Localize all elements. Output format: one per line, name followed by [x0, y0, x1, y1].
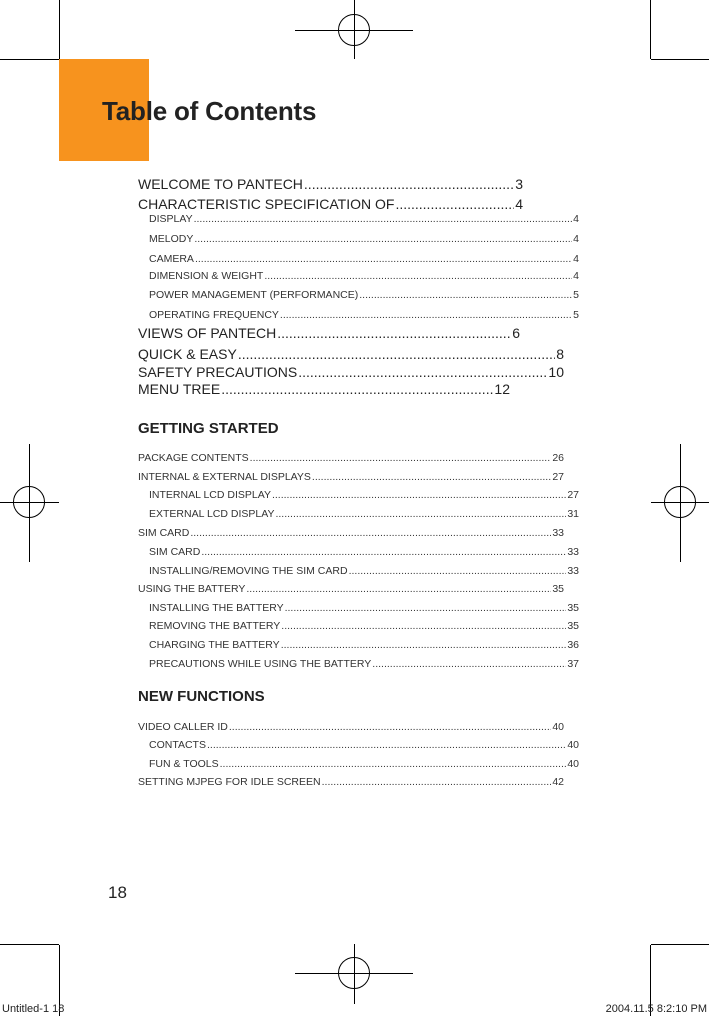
toc-entry[interactable]: MENU TREE ..... 12 — [138, 381, 510, 399]
toc-subentry[interactable]: EXTERNAL LCD DISPLAY ..... 31 — [149, 508, 579, 522]
toc-subentry[interactable]: INSTALLING/REMOVING THE SIM CARD ..... 33 — [149, 565, 579, 579]
toc-subentry[interactable]: CHARGING THE BATTERY ..... 36 — [149, 639, 579, 653]
section-heading-new-functions: NEW FUNCTIONS — [138, 688, 265, 705]
toc-entry[interactable]: PACKAGE CONTENTS ..... 26 — [138, 452, 564, 466]
toc-entry[interactable]: VIDEO CALLER ID ..... 40 — [138, 721, 564, 735]
toc-subentry[interactable]: MELODY ..... 4 — [149, 233, 579, 247]
toc-subentry[interactable]: REMOVING THE BATTERY ..... 35 — [149, 620, 579, 634]
toc-entry[interactable]: QUICK & EASY ..... 8 — [138, 346, 564, 364]
toc-subentry[interactable]: CONTACTS ..... 40 — [149, 739, 579, 753]
toc-entry[interactable]: SAFETY PRECAUTIONS ..... 10 — [138, 364, 564, 382]
toc-entry[interactable]: USING THE BATTERY ..... 35 — [138, 583, 564, 597]
toc-subentry[interactable]: OPERATING FREQUENCY ..... 5 — [149, 309, 579, 323]
toc-entry[interactable]: CHARACTERISTIC SPECIFICATION OF ..... 4 — [138, 196, 523, 214]
toc-subentry[interactable]: SIM CARD ..... 33 — [149, 546, 579, 560]
toc-subentry[interactable]: FUN & TOOLS ..... 40 — [149, 758, 579, 772]
section-heading-getting-started: GETTING STARTED — [138, 420, 279, 437]
footer-timestamp: 2004.11.5 8:2:10 PM — [605, 1003, 707, 1015]
toc-entry[interactable]: INTERNAL & EXTERNAL DISPLAYS ..... 27 — [138, 471, 564, 485]
page-number: 18 — [108, 883, 127, 902]
toc-entry[interactable]: VIEWS OF PANTECH ..... 6 — [138, 325, 520, 343]
toc-entry[interactable]: SIM CARD ..... 33 — [138, 527, 564, 541]
toc-subentry[interactable]: POWER MANAGEMENT (PERFORMANCE) ..... 5 — [149, 289, 579, 303]
toc-subentry[interactable]: INSTALLING THE BATTERY ..... 35 — [149, 602, 579, 616]
toc-entry[interactable]: WELCOME TO PANTECH ..... 3 — [138, 176, 523, 194]
toc-subentry[interactable]: DISPLAY ..... 4 — [149, 213, 579, 227]
toc-subentry[interactable]: PRECAUTIONS WHILE USING THE BATTERY ..... 37 — [149, 658, 579, 672]
toc-subentry[interactable]: DIMENSION & WEIGHT ..... 4 — [149, 270, 579, 284]
footer-file-label: Untitled-1 18 — [2, 1003, 65, 1015]
toc-subentry[interactable]: CAMERA ..... 4 — [149, 253, 579, 267]
toc-subentry[interactable]: INTERNAL LCD DISPLAY ..... 27 — [149, 489, 579, 503]
toc-entry[interactable]: SETTING MJPEG FOR IDLE SCREEN ..... 42 — [138, 776, 564, 790]
page-title: Table of Contents — [102, 96, 317, 126]
